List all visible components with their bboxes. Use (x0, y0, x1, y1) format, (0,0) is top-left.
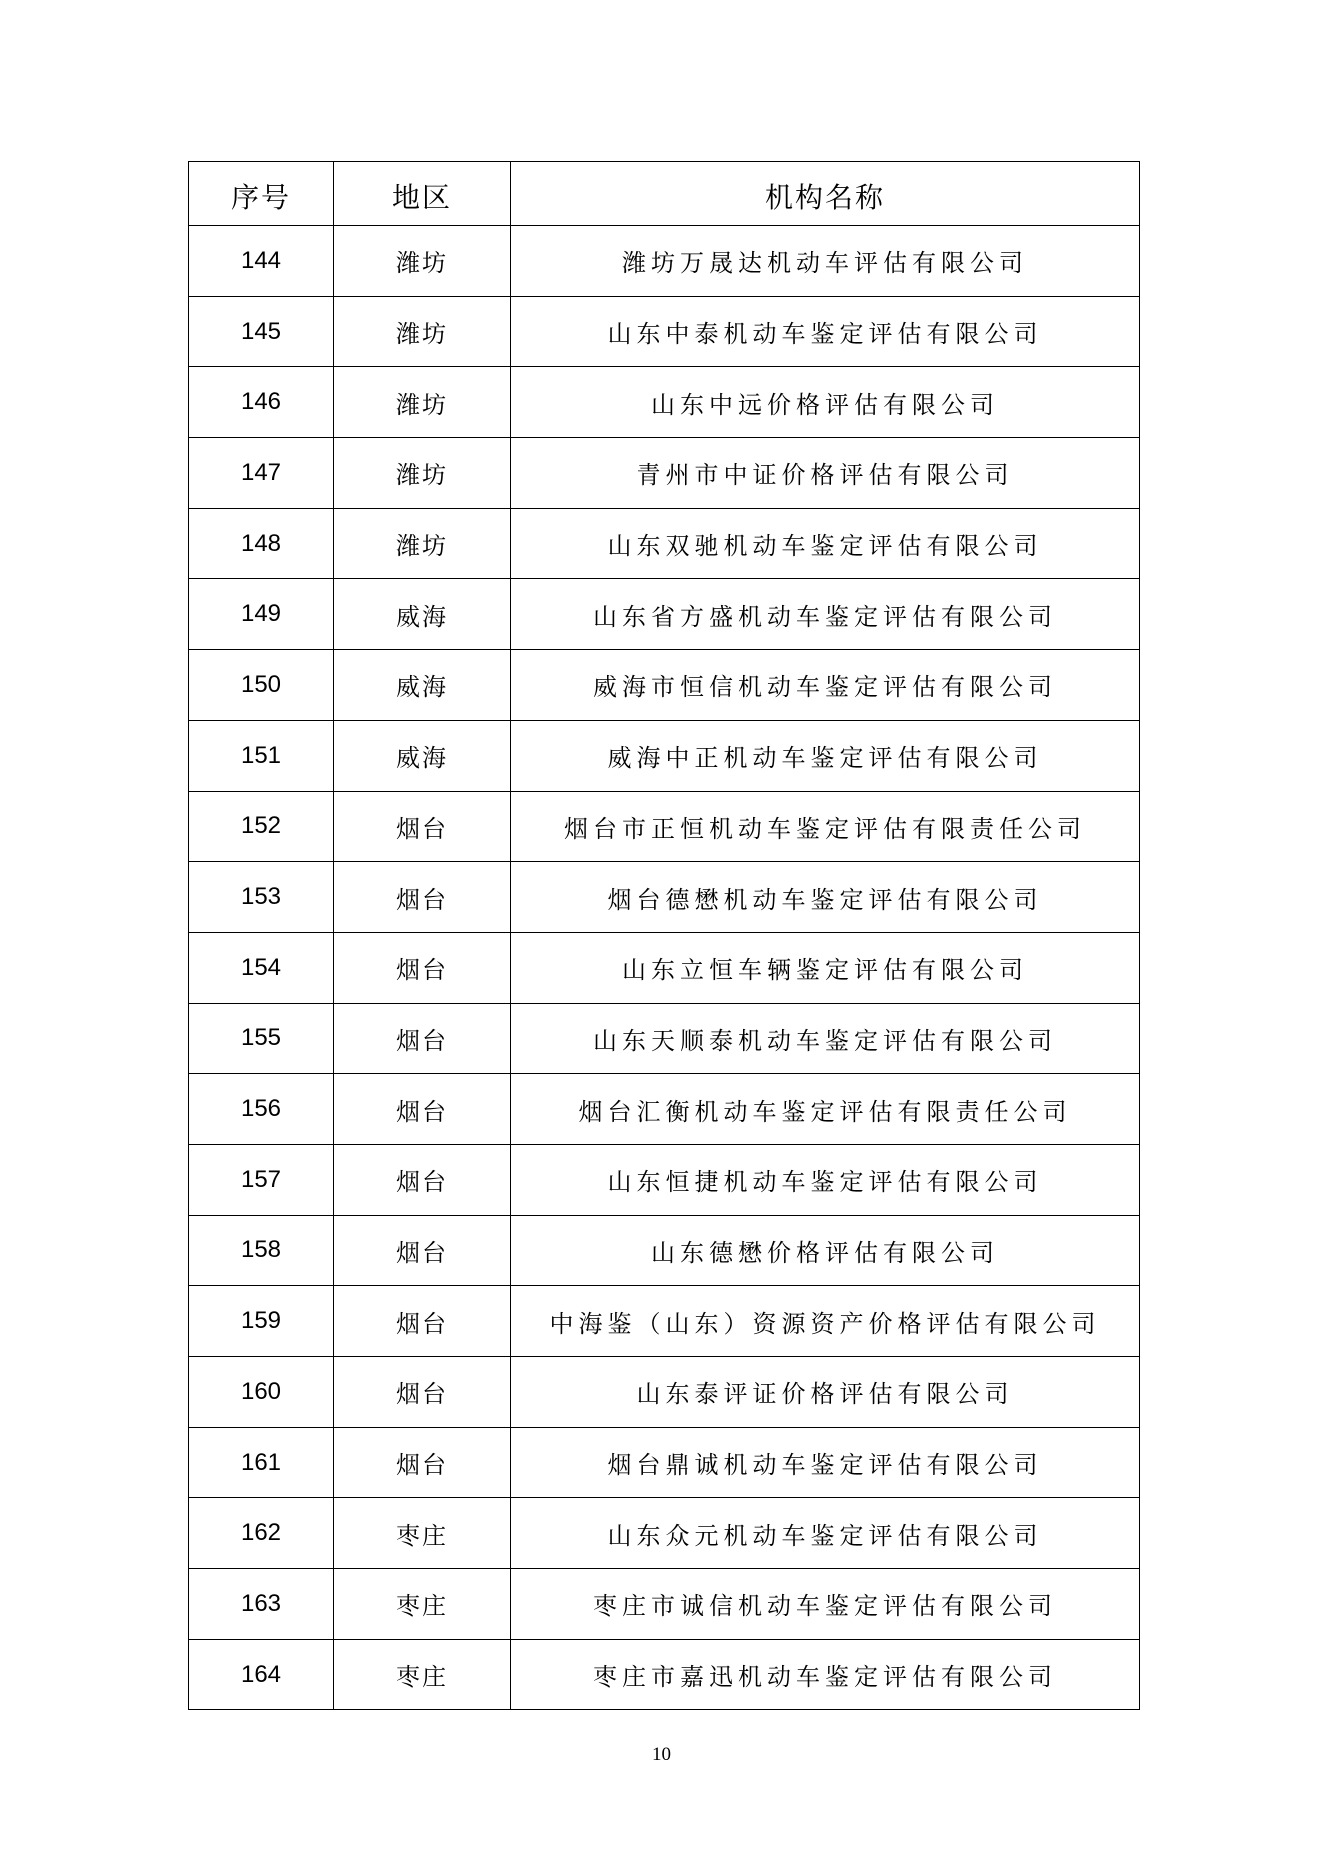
serial-number-cell: 146 (189, 367, 334, 438)
serial-number-cell: 154 (189, 932, 334, 1003)
institution-name-cell: 枣庄市诚信机动车鉴定评估有限公司 (511, 1569, 1140, 1640)
serial-number-cell: 152 (189, 791, 334, 862)
table-row (189, 508, 1140, 579)
table-row (189, 367, 1140, 438)
region-cell: 烟台 (334, 1144, 511, 1215)
institution-name-cell: 山东天顺泰机动车鉴定评估有限公司 (511, 1003, 1140, 1074)
table-row (189, 720, 1140, 791)
table-row (189, 226, 1140, 297)
table-row (189, 1003, 1140, 1074)
region-cell: 枣庄 (334, 1639, 511, 1710)
region-cell: 烟台 (334, 1074, 511, 1145)
serial-number-cell: 151 (189, 720, 334, 791)
region-cell: 烟台 (334, 791, 511, 862)
region-cell: 枣庄 (334, 1498, 511, 1569)
table-row (189, 1357, 1140, 1428)
region-cell: 烟台 (334, 932, 511, 1003)
table-row (189, 932, 1140, 1003)
table-row (189, 1569, 1140, 1640)
institution-name-cell: 潍坊万晟达机动车评估有限公司 (511, 226, 1140, 297)
institution-name-cell: 山东立恒车辆鉴定评估有限公司 (511, 932, 1140, 1003)
region-cell: 烟台 (334, 1286, 511, 1357)
table-header-row (189, 162, 1140, 226)
serial-number-cell: 157 (189, 1144, 334, 1215)
institution-name-cell: 山东恒捷机动车鉴定评估有限公司 (511, 1144, 1140, 1215)
region-cell: 枣庄 (334, 1569, 511, 1640)
region-cell: 潍坊 (334, 438, 511, 509)
table-row (189, 791, 1140, 862)
institution-table (188, 161, 1140, 1710)
serial-number-cell: 164 (189, 1639, 334, 1710)
region-cell: 威海 (334, 579, 511, 650)
header-institution-name: 机构名称 (511, 162, 1140, 226)
serial-number-cell: 147 (189, 438, 334, 509)
institution-name-cell: 烟台汇衡机动车鉴定评估有限责任公司 (511, 1074, 1140, 1145)
region-cell: 潍坊 (334, 226, 511, 297)
region-cell: 烟台 (334, 1357, 511, 1428)
institution-name-cell: 威海市恒信机动车鉴定评估有限公司 (511, 650, 1140, 721)
region-cell: 潍坊 (334, 508, 511, 579)
serial-number-cell: 150 (189, 650, 334, 721)
institution-name-cell: 烟台市正恒机动车鉴定评估有限责任公司 (511, 791, 1140, 862)
table-row (189, 438, 1140, 509)
region-cell: 烟台 (334, 862, 511, 933)
serial-number-cell: 153 (189, 862, 334, 933)
institution-name-cell: 山东德懋价格评估有限公司 (511, 1215, 1140, 1286)
serial-number-cell: 162 (189, 1498, 334, 1569)
serial-number-cell: 144 (189, 226, 334, 297)
region-cell: 烟台 (334, 1427, 511, 1498)
table-row (189, 1427, 1140, 1498)
serial-number-cell: 159 (189, 1286, 334, 1357)
serial-number-cell: 148 (189, 508, 334, 579)
table-row (189, 1498, 1140, 1569)
table-row (189, 1144, 1140, 1215)
serial-number-cell: 163 (189, 1569, 334, 1640)
region-cell: 威海 (334, 720, 511, 791)
table-row (189, 1286, 1140, 1357)
serial-number-cell: 145 (189, 296, 334, 367)
page-number: 10 (652, 1744, 671, 1765)
institution-name-cell: 烟台鼎诚机动车鉴定评估有限公司 (511, 1427, 1140, 1498)
institution-name-cell: 山东众元机动车鉴定评估有限公司 (511, 1498, 1140, 1569)
institution-name-cell: 山东中远价格评估有限公司 (511, 367, 1140, 438)
serial-number-cell: 158 (189, 1215, 334, 1286)
table-row (189, 650, 1140, 721)
region-cell: 潍坊 (334, 367, 511, 438)
institution-name-cell: 烟台德懋机动车鉴定评估有限公司 (511, 862, 1140, 933)
region-cell: 烟台 (334, 1003, 511, 1074)
table-row (189, 296, 1140, 367)
region-cell: 潍坊 (334, 296, 511, 367)
header-serial-number: 序号 (189, 162, 334, 226)
region-cell: 烟台 (334, 1215, 511, 1286)
region-cell: 威海 (334, 650, 511, 721)
institution-name-cell: 山东双驰机动车鉴定评估有限公司 (511, 508, 1140, 579)
institution-name-cell: 山东省方盛机动车鉴定评估有限公司 (511, 579, 1140, 650)
institution-name-cell: 青州市中证价格评估有限公司 (511, 438, 1140, 509)
serial-number-cell: 156 (189, 1074, 334, 1145)
serial-number-cell: 160 (189, 1357, 334, 1428)
table-row (189, 1215, 1140, 1286)
institution-name-cell: 山东泰评证价格评估有限公司 (511, 1357, 1140, 1428)
header-region: 地区 (334, 162, 511, 226)
table-row (189, 579, 1140, 650)
serial-number-cell: 155 (189, 1003, 334, 1074)
institution-name-cell: 中海鉴（山东）资源资产价格评估有限公司 (511, 1286, 1140, 1357)
serial-number-cell: 161 (189, 1427, 334, 1498)
institution-name-cell: 山东中泰机动车鉴定评估有限公司 (511, 296, 1140, 367)
table-row (189, 1074, 1140, 1145)
institution-name-cell: 枣庄市嘉迅机动车鉴定评估有限公司 (511, 1639, 1140, 1710)
institution-name-cell: 威海中正机动车鉴定评估有限公司 (511, 720, 1140, 791)
serial-number-cell: 149 (189, 579, 334, 650)
table-row (189, 1639, 1140, 1710)
table-row (189, 862, 1140, 933)
